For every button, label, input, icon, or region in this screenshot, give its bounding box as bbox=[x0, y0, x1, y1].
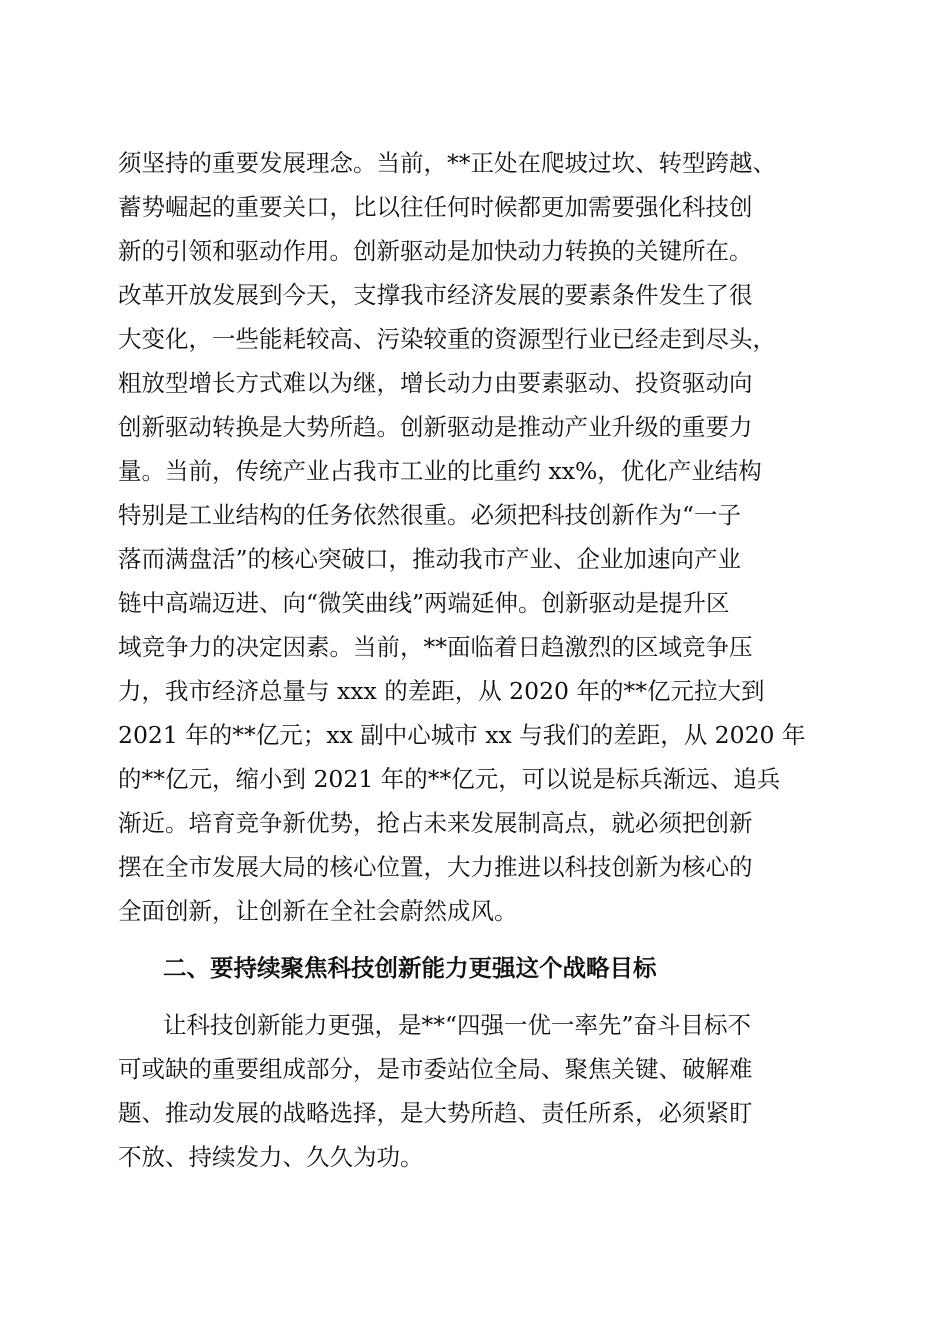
body-text-line: 链中高端迈进、向“微笑曲线”两端延伸。创新驱动是提升区 bbox=[118, 589, 730, 617]
body-text-line: 特别是工业结构的任务依然很重。必须把科技创新作为“一子 bbox=[118, 501, 742, 529]
section-heading: 二、要持续聚焦科技创新能力更强这个战略目标 bbox=[163, 954, 657, 982]
body-text-line: 创新驱动转换是大势所趋。创新驱动是推动产业升级的重要力 bbox=[118, 413, 753, 441]
body-text-line: 摆在全市发展大局的核心位置，大力推进以科技创新为核心的 bbox=[118, 853, 753, 881]
body-text-line: 让科技创新能力更强，是**“四强一优一率先”奋斗目标不 bbox=[163, 1011, 752, 1039]
body-text-line: 力，我市经济总量与 xxx 的差距，从 2020 年的**亿元拉大到 bbox=[118, 677, 765, 705]
body-text-line: 2021 年的**亿元；xx 副中心城市 xx 与我们的差距，从 2020 年 bbox=[118, 721, 806, 749]
body-text-line: 不放、持续发力、久久为功。 bbox=[118, 1143, 424, 1171]
body-text-line: 粗放型增长方式难以为继，增长动力由要素驱动、投资驱动向 bbox=[118, 369, 753, 397]
body-text-line: 大变化，一些能耗较高、污染较重的资源型行业已经走到尽头， bbox=[118, 325, 776, 353]
body-text-line: 蓄势崛起的重要关口，比以往任何时候都更加需要强化科技创 bbox=[118, 193, 753, 221]
body-text-line: 可或缺的重要组成部分，是市委站位全局、聚焦关键、破解难 bbox=[118, 1055, 753, 1083]
body-text-line: 的**亿元，缩小到 2021 年的**亿元，可以说是标兵渐远、追兵 bbox=[118, 765, 781, 793]
body-text-line: 落而满盘活”的核心突破口，推动我市产业、企业加速向产业 bbox=[118, 545, 742, 573]
body-text-line: 量。当前，传统产业占我市工业的比重约 xx%，优化产业结构 bbox=[118, 457, 762, 485]
body-text-line: 题、推动发展的战略选择，是大势所趋、责任所系，必须紧盯 bbox=[118, 1099, 753, 1127]
body-text-line: 新的引领和驱动作用。创新驱动是加快动力转换的关键所在。 bbox=[118, 237, 753, 265]
body-text-line: 须坚持的重要发展理念。当前，**正处在爬坡过坎、转型跨越、 bbox=[118, 149, 776, 177]
body-text-line: 改革开放发展到今天，支撑我市经济发展的要素条件发生了很 bbox=[118, 281, 753, 309]
body-text-line: 全面创新，让创新在全社会蔚然成风。 bbox=[118, 897, 518, 925]
body-text-line: 渐近。培育竞争新优势，抢占未来发展制高点，就必须把创新 bbox=[118, 809, 753, 837]
body-text-line: 域竞争力的决定因素。当前，**面临着日趋激烈的区域竞争压 bbox=[118, 633, 753, 661]
